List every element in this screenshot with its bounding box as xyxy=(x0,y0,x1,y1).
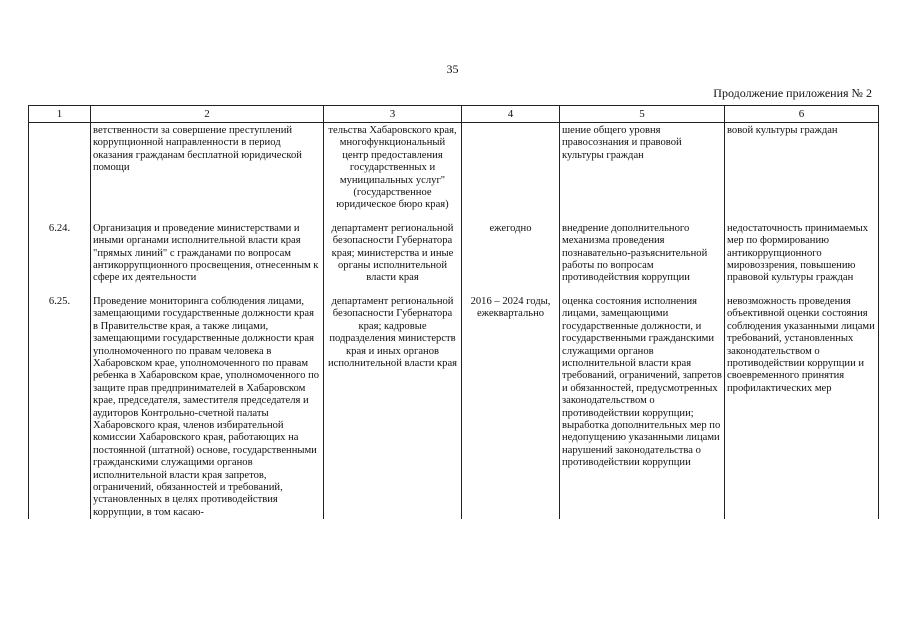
row-number: 6.24. xyxy=(29,218,91,291)
measure-cell: Проведение мониторинга соблюдения лицами, замещающими государственные должности края в Правительстве края, а также лицами, замещающими государственные должности края уполномоченного по правам человека в Хабаровском крае, уполномоченного по правам ребенка в Хабаровском крае, уполномоченного по защите прав предпринимателей в Хабаровском крае, председателя, заместителя председателя и аудиторов Контрольно-счетной палаты Хабаровского края, членов избирательной комиссии Хабаровского края, работающих на постоянной (штатной) основе, государственными гражданскими служащими органов исполнительной власти края запретов, ограничений, обязанностей и требований, установленных в целях противодействия коррупции, в том касаю- xyxy=(91,291,324,519)
table-header-row xyxy=(29,106,879,123)
column-header: 5 xyxy=(560,106,725,123)
row-number xyxy=(29,123,91,218)
row-number: 6.25. xyxy=(29,291,91,519)
column-header: 4 xyxy=(462,106,560,123)
risk-cell: недостаточность принимаемых мер по формированию антикоррупционного мировоззрения, повышению правовой культуры граждан xyxy=(725,218,879,291)
measures-table xyxy=(28,105,879,519)
continuation-label: Продолжение приложения № 2 xyxy=(713,86,872,100)
table-row xyxy=(29,123,879,218)
measure-cell: Организация и проведение министерствами и иными органами исполнительной власти края "прямых линий" с гражданами по вопросам антикоррупционного просвещения, отнесенным к сфере их деятельности xyxy=(91,218,324,291)
measure-cell: ветственности за совершение преступлений коррупционной направленности в период оказания гражданам бесплатной юридической помощи xyxy=(91,123,324,218)
executor-cell: тельства Хабаровского края, многофункциональный центр предоставления государственных и муниципальных услуг" (государственное юридическое бюро края) xyxy=(324,123,462,218)
column-header: 1 xyxy=(29,106,91,123)
executor-cell: департамент региональной безопасности Губернатора края; министерства и иные органы исполнительной власти края xyxy=(324,218,462,291)
deadline-cell xyxy=(462,123,560,218)
risk-cell: вовой культуры граждан xyxy=(725,123,879,218)
result-cell: оценка состояния исполнения лицами, замещающими государственные должности, и государственными гражданскими служащими органов исполнительной власти края требований, ограничений, запретов и обязанностей, предусмотренных законодательством о противодействии коррупции; выработка дополнительных мер по недопущению указанными лицами нарушений законодательства о противодействии коррупции xyxy=(560,291,725,519)
column-header: 6 xyxy=(725,106,879,123)
executor-cell: департамент региональной безопасности Губернатора края; кадровые подразделения министерств края и иных органов исполнительной власти края xyxy=(324,291,462,519)
deadline-cell: 2016 – 2024 годы, ежеквартально xyxy=(462,291,560,519)
result-cell: шение общего уровня правосознания и правовой культуры граждан xyxy=(560,123,725,218)
column-header: 3 xyxy=(324,106,462,123)
table-row xyxy=(29,218,879,291)
table-row xyxy=(29,291,879,519)
column-header: 2 xyxy=(91,106,324,123)
deadline-cell: ежегодно xyxy=(462,218,560,291)
risk-cell: невозможность проведения объективной оценки состояния соблюдения указанными лицами требований, установленных законодательством о противодействии коррупции и своевременного принятия профилактических мер xyxy=(725,291,879,519)
page-number: 35 xyxy=(446,62,459,76)
result-cell: внедрение дополнительного механизма проведения познавательно-разъяснительной работы по вопросам противодействия коррупции xyxy=(560,218,725,291)
